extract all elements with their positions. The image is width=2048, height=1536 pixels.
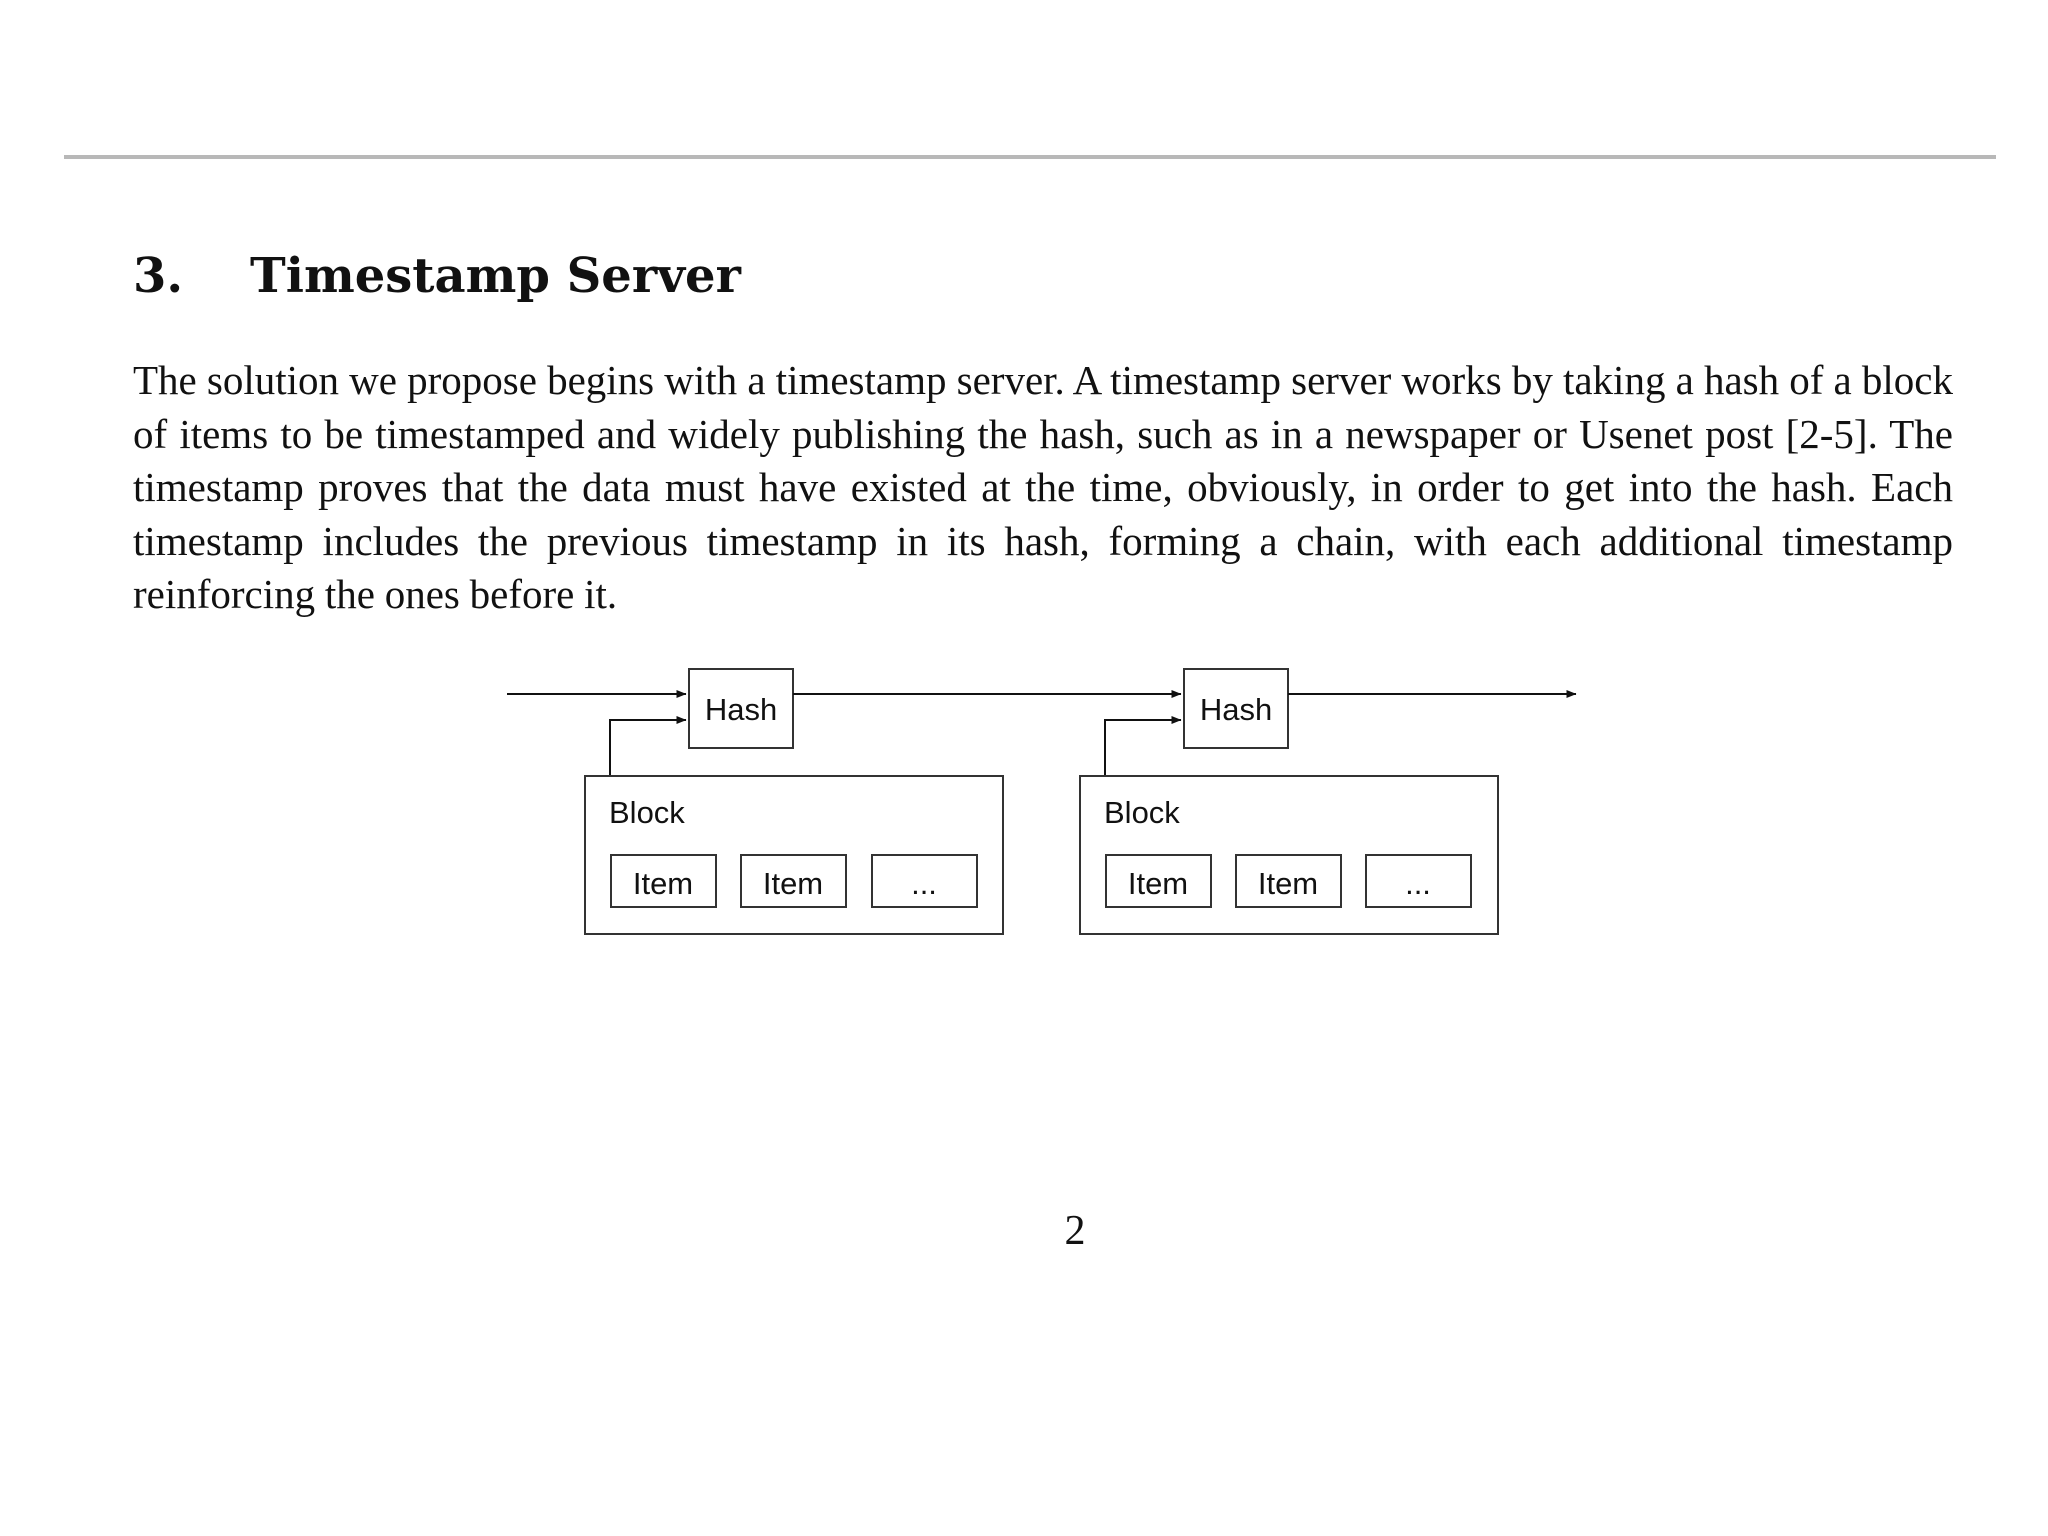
hash-label: Hash <box>1199 692 1273 727</box>
block-to-hash-arrow <box>610 720 686 776</box>
item-label: Item <box>1127 866 1189 901</box>
item-label: Item <box>762 866 824 901</box>
item-ellipsis: ... <box>1405 866 1431 901</box>
block-label: Block <box>1104 795 1180 830</box>
section-title: Timestamp Server <box>250 248 741 304</box>
chain-unit-2 <box>1080 669 1498 934</box>
section-heading <box>133 248 741 304</box>
timestamp-chain-diagram <box>500 660 1600 950</box>
top-horizontal-rule <box>64 155 1996 159</box>
block-label: Block <box>609 795 685 830</box>
hash-label: Hash <box>704 692 778 727</box>
item-ellipsis: ... <box>911 866 937 901</box>
item-label: Item <box>1257 866 1319 901</box>
chain-unit-1 <box>507 669 1003 934</box>
section-paragraph: The solution we propose begins with a timestamp server. A timestamp server works by taking a hash of a block of items to be timestamped and widely publishing the hash, such as in a newspaper or Usenet post [2-5]. The timestamp proves that the data must have existed at the time, obviously, in order to get into the hash. Each timestamp includes the previous timestamp in its hash, forming a chain, with each additional timestamp reinforcing the ones before it. <box>133 357 1953 617</box>
section-number: 3. <box>133 248 184 304</box>
block-to-hash-arrow <box>1105 720 1181 776</box>
page-number: 2 <box>1064 1208 1086 1254</box>
item-label: Item <box>632 866 694 901</box>
